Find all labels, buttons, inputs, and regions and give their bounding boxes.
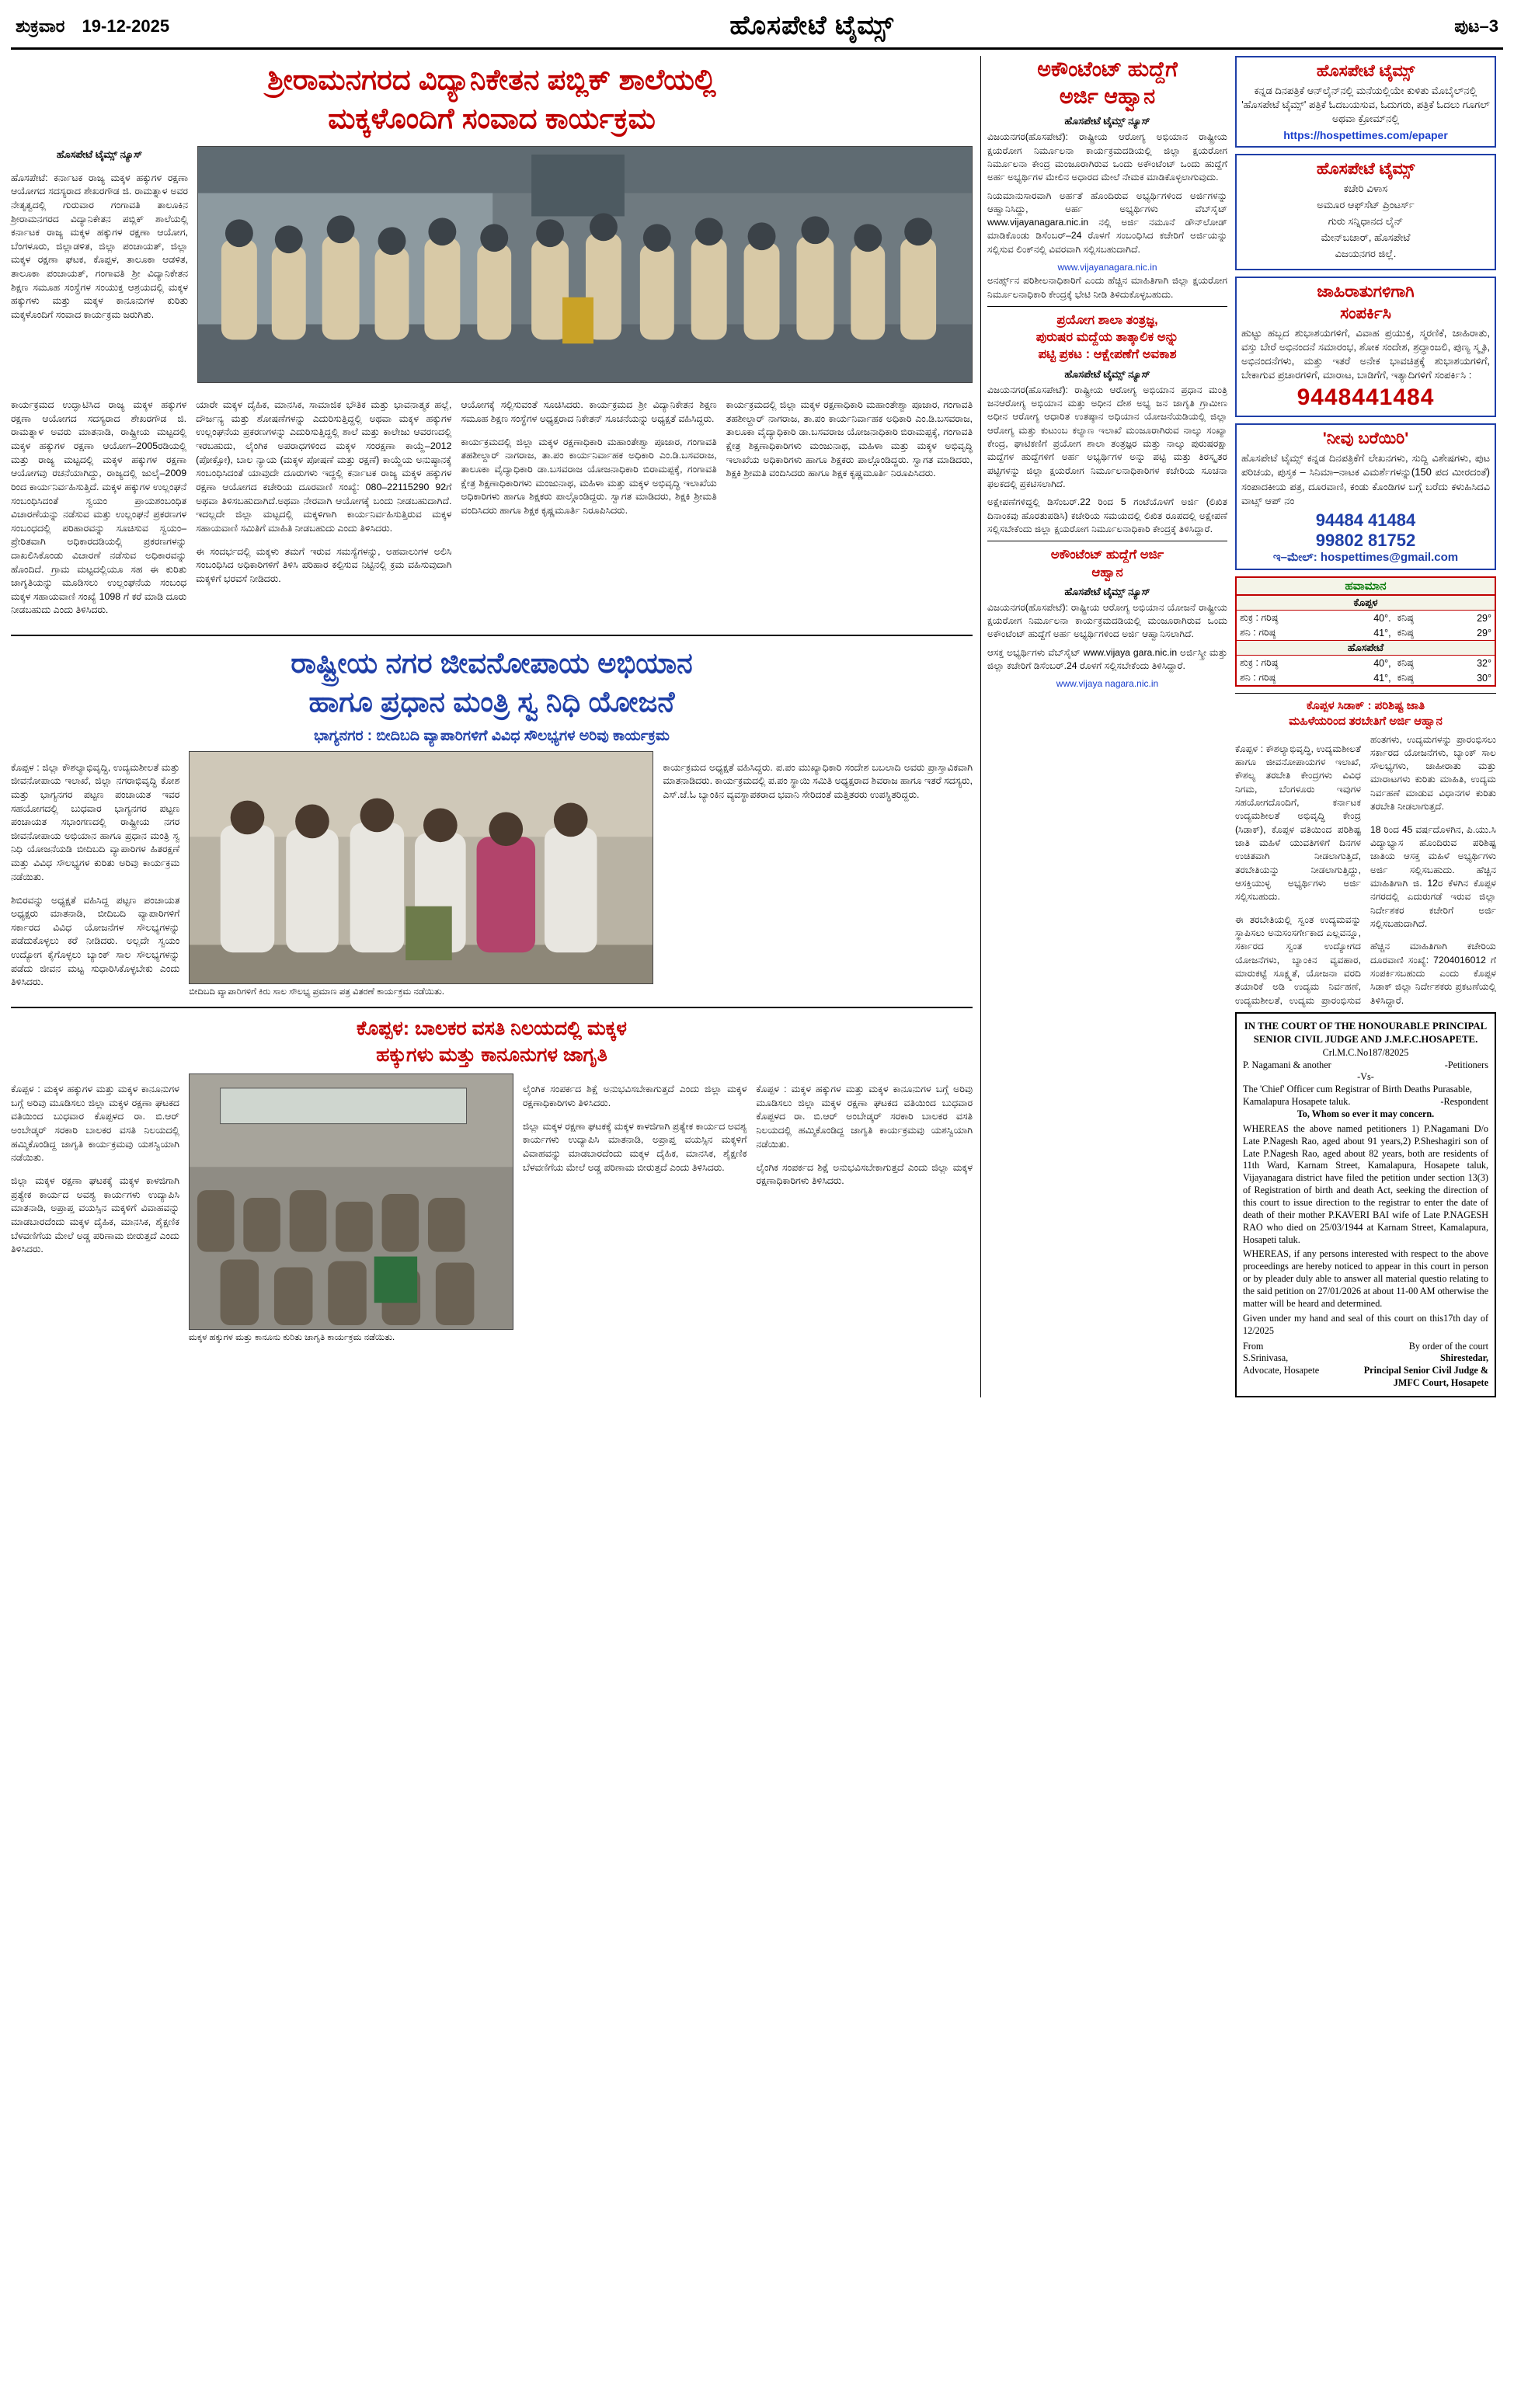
weather-row [1237, 611, 1495, 625]
weather-min: 29° [1477, 612, 1491, 624]
article3-para1: ಕೊಪ್ಪಳ : ಮಕ್ಕಳ ಹಕ್ಕುಗಳ ಮತ್ತು ಮಕ್ಕಳ ಕಾನೂನುಗಳ ಬಗ್ಗೆ ಅರಿವು ಮೂಡಿಸಲು ಜಿಲ್ಲಾ ಮಕ್ಕಳ ರಕ್ಷಣಾ ಘಟಕದ ವತಿಯಿಂದ ಬುಧವಾರ ಕೊಪ್ಪಳದ ರಾ. ಬಿ.ಆರ್ ಅಂಬೇಡ್ಕರ್ ಸರಕಾರಿ ಬಾಲಕರ ವಸತಿ ನಿಲಯದಲ್ಲಿ ಹಮ್ಮಿಕೊಂಡಿದ್ದ ಜಾಗೃತಿ ಕಾರ್ಯಕ್ರಮವು ಯಶಸ್ವಿಯಾಗಿ ನಡೆಯಿತು. [11, 1084, 179, 1164]
page-grid [11, 56, 1503, 1397]
mid-body-2 [987, 384, 1227, 537]
write-phone-2[interactable]: 99802 81752 [1315, 531, 1416, 550]
article2-col3 [663, 751, 973, 999]
divider-1 [11, 635, 973, 636]
article1-byline: ಹೊಸಪೇಟೆ ಟೈಮ್ಸ್ ನ್ಯೂಸ್ [56, 148, 143, 160]
ads-phone[interactable]: 9448441484 [1296, 385, 1435, 411]
article4-para2: ಈ ತರಬೇತಿಯಲ್ಲಿ ಸ್ವಂತ ಉದ್ಯಮವನ್ನು ಸ್ಥಾಪಿಸಲು ಅನುಸಂಸರ್ಗೇಕಾದ ಎಲ್ಲವನ್ನೂ, ಸರ್ಕಾರದ ಸ್ವಂತ ಉದ್ಯೋಗದ ಯೋಜನೆಗಳು, ಬ್ಯಾಂಕಿನ ವ್ಯವಹಾರ, ಮಾರುಕಟ್ಟೆ ಸೂಕ್ಷ್ಮತೆ, ಯೋಜನಾ ವರದಿ ತಯಾರಿಕೆ ಅಡಿ ಉದ್ಯಮ ನಿರ್ವಹಣೆ, ಉದ್ಯಮಶೀಲತೆ, ಉದ್ಯಮ ಪ್ರಾರಂಭಿಸುವ ಹಂತಗಳು, ಉದ್ಯಮಗಳನ್ನು ಪ್ರಾರಂಭಿಸಲು ಸರ್ಕಾರದ ಯೋಜನೆಗಳು, ಬ್ಯಾಂಕ್ ಸಾಲ ಸೌಲಭ್ಯಗಳು, ಜಾಹೀರಾತು ಮತ್ತು ಮಾರಾಟಗಳು ಕುರಿತು ಮಾಹಿತಿ, ಉದ್ಯಮ ನಿರ್ವಹಣೆ ಮಾಡುವ ವಿಧಾನಗಳ ಕುರಿತು ತರಬೇತಿ ನೀಡಲಾಗುತ್ತದೆ. [1235, 733, 1496, 1006]
article1-para6: ಕಾರ್ಯಕ್ರಮದಲ್ಲಿ ಜಿಲ್ಲಾ ಮಕ್ಕಳ ರಕ್ಷಣಾಧಿಕಾರಿ ಮಹಾಂತೇಶ್ವಾ ಪೂಜಾರ, ಗಂಗಾವತಿ ತಹಶೀಲ್ದಾರ್ ನಾಗರಾಜ, ತಾ.ಪಂ ಕಾರ್ಯನಿರ್ವಾಹಕ ಅಧಿಕಾರಿ ಎಂ.ಡಿ.ಬಸವರಾಜ, ತಾಲೂಕಾ ವೈದ್ಯಾಧಿಕಾರಿ ಡಾ.ಬಸವರಾಜ ಯೋಜನಾಧಿಕಾರಿ ಬಿರಾಮಪ್ಪಕ್ಕೆ, ಗಂಗಾವತಿ ಕ್ಷೇತ್ರ ಶಿಕ್ಷಣಾಧಿಕಾರಿಗಳು ಮಂಜುನಾಥ, ಮಹಿಳಾ ಮತ್ತು ಮಕ್ಕಳ ಅಭಿವೃದ್ಧಿ ಇಲಾಖೆಯ ಅಧಿಕಾರಿಗಳು ಹಾಗೂ ಶಿಕ್ಷಕರು ಪಾಲ್ಗೊಂಡಿದ್ದರು. ಸ್ವಾಗತ ಮಾಡಿದರು, ಶಿಕ್ಷಕಿ ಶ್ರೀಮತಿ ವಂದಿಸಿದರು ಹಾಗೂ ಶಿಕ್ಷಕ ಕೃಷ್ಣಮೂರ್ತಿ ನಿರೂಪಿಸಿದರು. [461, 436, 717, 516]
article3-col1 [11, 1074, 179, 1345]
article3-photo-caption: ಮಕ್ಕಳ ಹಕ್ಕುಗಳ ಮತ್ತು ಕಾನೂನು ಕುರಿತು ಜಾಗೃತಿ ಕಾರ್ಯಕ್ರಮ ನಡೆಯಿತು. [188, 1332, 395, 1342]
court-from-name: S.Srinivasa, [1243, 1352, 1289, 1364]
article3-row [11, 1074, 973, 1345]
office-line1: ಕಚೇರಿ ವಿಳಾಸ [1343, 182, 1388, 194]
court-case-number: Crl.M.C.No187/82025 [1322, 1046, 1409, 1058]
article1-photo-wrap [197, 146, 973, 383]
weather-city-hospet: ಹೊಸಪೇಟೆ [1237, 640, 1495, 656]
mid-p7: ಆಸಕ್ತ ಅಭ್ಯರ್ಥಿಗಳು ವೆಬ್‌ಸೈಟ್ www.vijaya gara.nic.in ಅರ್ಜಿಸ್ಕ್ರೀ ಮತ್ತು ಜಿಲ್ಲಾ ಕಚೇರಿಗೆ ಡಿಸೆಂಬರ್.24 ರೊಳಗೆ ಸಲ್ಲಿಸಬೇಕೆಂದು ತಿಳಿಸಿದ್ದಾರೆ. [987, 646, 1227, 672]
epaper-link[interactable]: https://hospettimes.com/epaper [1283, 128, 1448, 141]
article3-headline-line2: ಹಕ್ಕುಗಳು ಮತ್ತು ಕಾನೂನುಗಳ ಜಾಗೃತಿ [376, 1043, 607, 1066]
mid-head-3 [987, 546, 1227, 581]
article3-photo-graphic [190, 1074, 513, 1329]
article3-col4 [756, 1074, 973, 1345]
weather-title: ಹವಾಮಾನ [1237, 578, 1495, 595]
epaper-box-title: ಹೊಸಪೇಟೆ ಟೈಮ್ಸ್ [1241, 62, 1490, 81]
weather-label: ಶನಿ : ಗರಿಷ್ಠ [1240, 627, 1276, 638]
article1-para3: ಯಾರೇ ಮಕ್ಕಳ ದೈಹಿಕ, ಮಾನಸಿಕ, ಸಾಮಾಜಿಕ ಭೌತಿಕ ಮತ್ತು ಭಾವನಾತ್ಮಕ ಹಲ್ಲೆ, ದೌರ್ಜನ್ಯ ಮತ್ತು ಶೋಷಣೆಗಳನ್ನು ಎದುರಿಸುತ್ತಿದ್ದಲ್ಲಿ ಅಥವಾ ಮಕ್ಕಳ ಹಕ್ಕುಗಳ ಉಲ್ಲಂಘನೆಯ ಪ್ರಕರಣಗಳನ್ನು ಎದುರಿಸುತ್ತಿದ್ದಲ್ಲಿ ಶಾಲೆ ಮತ್ತು ಕಾಲೇಜು ಆವರಣದಲ್ಲಿ ಇರಬಹುದು, ಲೈಂಗಿಕ ಅಪರಾಧಗಳಿಂದ ಮಕ್ಕಳ ಸಂರಕ್ಷಣಾ ಕಾಯ್ದೆ–2012 (ಪೋಕ್ಸೋ), ಬಾಲ ನ್ಯಾಯ (ಮಕ್ಕಳ ಪೋಷಣೆ ಮತ್ತು ರಕ್ಷಣೆ) ಕಾಯ್ದೆಯ ಅನುಷ್ಠಾನಕ್ಕೆ ಸಂಬಂಧಿಸಿದಂತೆ ಯಾವುದೇ ದೂರುಗಳು ಇದ್ದಲ್ಲಿ ಕರ್ನಾಟಕ ರಾಜ್ಯ ಮಕ್ಕಳ ಹಕ್ಕುಗಳ ರಕ್ಷಣಾ ಆಯೋಗದ ಕಚೇರಿಯ ದೂರವಾಣಿ ಸಂಖ್ಯೆ: 080–22115290 92ಗೆ ಅಥವಾ ತಿಳಿಸಬಹುದಾಗಿದೆ.ಅಥವಾ ನೇರವಾಗಿ ಆಯೋಗಕ್ಕೆ ಬಂದು ನೀಡಬಹುದಾಗಿದೆ. ಇದಲ್ಲದೇ ಜಿಲ್ಲಾ ಮಟ್ಟದಲ್ಲಿ ಮಕ್ಕಳಿಗಾಗಿ ಕಾರ್ಯನಿರ್ವಹಿಸುತ್ತಿರುವ ಮಕ್ಕಳ ಸಹಾಯವಾಣಿ ಸಮಿತಿಗೆ ಮಾಹಿತಿ ನೀಡಬಹುದು ಎಂದು ತಿಳಿಸಿದರು. [196, 399, 452, 534]
office-line5: ವಿಜಯನಗರ ಜಿಲ್ಲೆ. [1335, 248, 1397, 260]
court-petitioner-tag: -Petitioners [1444, 1059, 1488, 1070]
mid-head2-line3: ಪಟ್ಟಿ ಪ್ರಕಟ : ಆಕ್ಷೇಪಣೆಗೆ ಅವಕಾಶ [1038, 347, 1177, 362]
court-body-p3: Given under my hand and seal of this court on this17th day of 12/2025 [1243, 1312, 1488, 1336]
mid-head3-line1: ಅಕೌಂಟೆಂಟ್ ಹುದ್ದೆಗೆ ಅರ್ಜಿ [1050, 548, 1164, 562]
weather-city-koppal: ಕೊಪ್ಪಳ [1237, 595, 1495, 611]
epaper-promo-box [1235, 56, 1496, 148]
article2-para3: ಕಾರ್ಯಕ್ರಮದ ಅಧ್ಯಕ್ಷತೆ ವಹಿಸಿದ್ದರು. ಪ.ಪಂ ಮುಖ್ಯಾಧಿಕಾರಿ ಸಂದೇಶ ಬಬಲಾದಿ ಅವರು ಪ್ರಾಸ್ತಾವಿಕವಾಗಿ ಮಾತನಾಡಿದರು. ಕಾರ್ಯಕ್ರಮದಲ್ಲಿ ಪ.ಪಂ ಸ್ಥಾಯಿ ಸಮಿತಿ ಅಧ್ಯಕ್ಷರಾದ ಶಿವರಾಜ ಹಾಗೂ ಇತರೆ ಸದಸ್ಯರು, ಎಸ್.ಜೆ.ಓ ಬ್ಯಾಂಕಿನ ವ್ಯವಸ್ಥಾಪಕರಾದ ಭವಾನಿ ಸೇರಿದಂತೆ ಮತ್ತಿತರರು ಉಪಸ್ಥಿತರಿದ್ದರು. [663, 761, 973, 800]
article1-col4 [461, 389, 716, 628]
court-title-line1: IN THE COURT OF THE HONOURABLE PRINCIPAL [1244, 1021, 1488, 1032]
court-from-role: Advocate, Hosapete [1243, 1365, 1320, 1376]
mid-head3-line2: ಆಹ್ವಾನ [1091, 565, 1123, 579]
article1-para2: ಕಾರ್ಯಕ್ರಮದ ಉದ್ಘಾಟಿಸಿದ ರಾಜ್ಯ ಮಕ್ಕಳ ಹಕ್ಕುಗಳ ರಕ್ಷಣಾ ಆಯೋಗದ ಸದಸ್ಯರಾದ ಶೇಖರಗೌಡ ಜಿ. ರಾಮತ್ನಾಳ ಅವರು ಮಾತನಾಡಿ, ರಾಷ್ಟ್ರೀಯ ಮಟ್ಟದಲ್ಲಿ ಮಕ್ಕಳ ಹಕ್ಕುಗಳ ರಕ್ಷಣಾ ಆಯೋಗ–2005ರಡಿಯಲ್ಲಿ ಮತ್ತು ರಾಜ್ಯ ಮಟ್ಟದಲ್ಲಿ ಮಕ್ಕಳ ಹಕ್ಕುಗಳ ರಕ್ಷಣಾ ಆಯೋಗವು ರಚನೆಯಾಗಿದ್ದು, ರಾಜ್ಯದಲ್ಲಿ ಜುಲೈ–2009 ರಿಂದ ಕಾರ್ಯನಿರ್ವಹಿಸುತ್ತಿದೆ. ಮಕ್ಕಳ ಹಕ್ಕುಗಳ ಉಲ್ಲಂಘನೆ ಸಂಬಂಧಿಸಿದಂತೆ ಸ್ವಯಂ ಪ್ರಾಯಶಂಬಂಧಿತ ವಿಚಾರಣೆಯನ್ನು ನಡೆಸುವ ಮತ್ತು ಉಲ್ಲಂಘನೆ ಪ್ರಕರಣಗಳ ಸಂಬಂಧದಲ್ಲಿ ಪರಿಹಾರವನ್ನು ಸೂಚಿಸುವ ಸ್ವಯಂ–ಪ್ರೇರಿತವಾಗಿ ಅಧಿಕಾರದಡಿಯಲ್ಲಿ ಪ್ರಕರಣಗಳನ್ನು ದಾಖಲಿಸಿಕೊಂಡು ವಿಚಾರಣೆ ನಡೆಸುವ ಅಧಿಕಾರವನ್ನು ಹೊಂದಿದೆ. ಗ್ರಾಮ ಮಟ್ಟದಲ್ಲಿಯೂ ಸಹ ಈ ಕುರಿತು ಜಾಗೃತಿಯನ್ನು ಮೂಡಿಸಲು ಉಲ್ಲಂಘನೆಯ ಸಂಬಂಧ ಮಕ್ಕಳ ಸಹಾಯವಾಣಿ ಸಂಖ್ಯೆ 1098 ಗೆ ಕರೆ ಮಾಡಿ ದೂರು ನೀಡಬಹುದು ಎಂದು ತಿಳಿಸಿದರು. [11, 399, 187, 616]
office-line2: ಅಮೂರ ಆಫ್‌ಸೆಟ್ ಪ್ರಿಂಟರ್ಸ್ [1317, 198, 1415, 211]
court-name-line2: JMFC Court, Hosapete [1393, 1377, 1488, 1389]
weather-table-hospet [1237, 656, 1495, 685]
epaper-box-text: ಕನ್ನಡ ದಿನಪತ್ರಿಕೆ ಆನ್‌ಲೈನ್‌ನಲ್ಲಿ ಮನೆಯಲ್ಲಿಯೇ ಕುಳಿತು ಮೊಬೈಲ್‌ನಲ್ಲಿ 'ಹೊಸಪೇಟೆ ಟೈಮ್ಸ್' ಪತ್ರಿಕೆ ಓದಬಯಸುವ, ಓದುಗರು, ಪತ್ರಿಕೆ ಓದಲು ಗೂಗಲ್ ಅಥವಾ ಕ್ರೋಮ್‌ನಲ್ಲಿ [1241, 85, 1490, 125]
mid-head2-line1: ಪ್ರಯೋಗ ಶಾಲಾ ತಂತ್ರಜ್ಞ, [1056, 312, 1158, 327]
office-line3: ಗುರು ಸನ್ನಿಧಾನದ ಲೈನ್ [1328, 214, 1404, 227]
article2-para1: ಕೊಪ್ಪಳ : ಜಿಲ್ಲಾ ಕೌಶಲ್ಯಾಭಿವೃದ್ಧಿ, ಉದ್ಯಮಶೀಲತೆ ಮತ್ತು ಜೀವನೋಪಾಯ ಇಲಾಖೆ, ಜಿಲ್ಲಾ ನಗರಾಭಿವೃದ್ಧಿ ಕೋಶ ಮತ್ತು ಭಾಗ್ಯನಗರ ಪಟ್ಟಣ ಪಂಚಾಯತ ಇವರ ಸಹಯೋಗದಲ್ಲಿ ಬುಧವಾರ ಭಾಗ್ಯನಗರ ಪಟ್ಟಣ ಪಂಚಾಯತ ಸಭಾಂಗಣದಲ್ಲಿ ರಾಷ್ಟ್ರೀಯ ನಗರ ಜೀವನೋಪಾಯ ಅಭಿಯಾನ ಹಾಗೂ ಪ್ರಧಾನ ಮಂತ್ರಿ ಸ್ವ ನಿಧಿ ಯೋಜನೆಯಡಿ ಬೀದಿಬದಿ ವ್ಯಾಪಾರಿಗಳ ಹಿತರಕ್ಷಣೆ ಮತ್ತು ವಿವಿಧ ಸೌಲಭ್ಯಗಳ ಕುರಿತು ಅರಿವು ಕಾರ್ಯಕ್ರಮ ನಡೆಯಿತು. [11, 761, 180, 882]
masthead-page-number: ಪುಟ–3 [1454, 16, 1498, 36]
article3-headline [11, 1016, 973, 1069]
article4-para4: ಹೆಚ್ಚಿನ ಮಾಹಿತಿಗಾಗಿ ಕಚೇರಿಯ ದೂರವಾಣಿ ಸಂಖ್ಯೆ: 7204016012 ಗೆ ಸಂಪರ್ಕಿಸಬಹುದು ಎಂದು ಕೊಪ್ಪಳ ಸಿಡಾಕ್ ಜಿಲ್ಲಾ ನಿರ್ದೇಶಕರು ಪ್ರಕಟಣೆಯಲ್ಲಿ ತಿಳಿಸಿದ್ದಾರೆ. [1370, 941, 1496, 1006]
court-body-p1: WHEREAS the above named petitioners 1) P.Nagamani D/o Late P.Nagesh Rao, aged about 91 years,2) P.Sheshagiri son of Late P.Nagesh Rao, aged about 82 years, both are residents of 11th Ward, Karnam Street, Kamalapura, Hosapete taluk, Vijayanagara district have filed the petition under section 13(3) of Registration of birth and death Act, seeking the direction of this court to issue direction to the registrar to enter the date of death of their mother P.KAVERI BAI wife of Late P.NAGESH RAO who died on 25/03/1944 at Karnam Street, Kamalapura, Hosapeti taluk. [1243, 1122, 1488, 1245]
court-signature-row [1243, 1341, 1488, 1390]
write-phone-1[interactable]: 94484 41484 [1315, 510, 1416, 530]
mid-head1-line2: ಅರ್ಜಿ ಆಹ್ವಾನ [1059, 85, 1156, 109]
mid-p1: ವಿಜಯನಗರ(ಹೊಸಪೇಟೆ): ರಾಷ್ಟ್ರೀಯ ಆರೋಗ್ಯ ಅಭಿಯಾನ ರಾಷ್ಟ್ರೀಯ ಕ್ಷಯರೋಗ ನಿರ್ಮೂಲನಾ ಕಾರ್ಯಕ್ರಮದಡಿಯಲ್ಲಿ ಜಿಲ್ಲಾ ಕ್ಷಯರೋಗ ನಿರ್ಮೂಲನಾ ಕೇಂದ್ರ ಮಂಜೂರಾಗಿರುವ ಒಂದು ಅಕೌಂಟೆಂಟ್ ಒಂದು ಹುದ್ದೆಗೆ ಅರ್ಹ ಅಭ್ಯರ್ಥಿಗಳ ಮೇಲಿನ ಅಧಾರದ ಮೇಲೆ ನೇಮಕ ಮಾಡಿಕೊಳ್ಳಲಾಗುವುದು. [987, 131, 1227, 183]
mid-link-2[interactable]: www.vijaya nagara.nic.in [1056, 678, 1159, 690]
mid-head2-line2: ಪುರುಷರ ಮದ್ದೆಯ ತಾತ್ಕಾಲಿಕ ಅನ್ನು [1035, 330, 1179, 345]
mid-head-2 [987, 311, 1227, 364]
weather-min: 32° [1477, 657, 1491, 669]
court-vs: -Vs- [1357, 1071, 1374, 1083]
office-box-title: ಹೊಸಪೇಟೆ ಟೈಮ್ಸ್ [1241, 160, 1490, 179]
weather-max: 40°. [1373, 612, 1391, 624]
court-respondent-tag: -Respondent [1440, 1096, 1488, 1108]
mid-head-1 [987, 56, 1227, 110]
court-order-line1: By order of the court [1408, 1340, 1488, 1352]
masthead [11, 8, 1503, 50]
article2-headline [11, 644, 973, 722]
article2-subhead: ಭಾಗ್ಯನಗರ : ಬೀದಿಬದಿ ವ್ಯಾಪಾರಿಗಳಿಗೆ ವಿವಿಧ ಸೌಲಭ್ಯಗಳ ಅರಿವು ಕಾರ್ಯಕ್ರಮ [314, 728, 670, 745]
advertisement-contact-box [1235, 277, 1496, 418]
office-line4: ಮೇನ್‌ಬಜಾರ್, ಹೊಸಪೇಟೆ [1321, 231, 1411, 244]
court-whom: To, Whom so ever it may concern. [1296, 1108, 1435, 1120]
article1-photo-graphic [198, 147, 972, 382]
masthead-day: ಶುಕ್ರವಾರ [16, 16, 65, 36]
court-order-block [1364, 1341, 1488, 1390]
article1-headline [11, 61, 973, 138]
mid-divider-1 [987, 306, 1227, 307]
article3-para1-cont2: ಕೊಪ್ಪಳ : ಮಕ್ಕಳ ಹಕ್ಕುಗಳ ಮತ್ತು ಮಕ್ಕಳ ಕಾನೂನುಗಳ ಬಗ್ಗೆ ಅರಿವು ಮೂಡಿಸಲು ಜಿಲ್ಲಾ ಮಕ್ಕಳ ರಕ್ಷಣಾ ಘಟಕದ ವತಿಯಿಂದ ಬುಧವಾರ ಕೊಪ್ಪಳದ ರಾ. ಬಿ.ಆರ್ ಅಂಬೇಡ್ಕರ್ ಸರಕಾರಿ ಬಾಲಕರ ವಸತಿ ನಿಲಯದಲ್ಲಿ ಹಮ್ಮಿಕೊಂಡಿದ್ದ ಜಾಗೃತಿ ಕಾರ್ಯಕ್ರಮವು ಯಶಸ್ವಿಯಾಗಿ ನಡೆಯಿತು. [756, 1084, 973, 1150]
write-to-us-box [1235, 423, 1496, 570]
weather-label2: ಕನಿಷ್ಠ [1397, 627, 1414, 638]
article1-bottom-row [11, 389, 973, 628]
court-name-line1: Principal Senior Civil Judge & [1363, 1365, 1488, 1376]
mid-body-1 [987, 130, 1227, 301]
masthead-title: ಹೊಸಪೇಟೆ ಟೈಮ್ಸ್ [729, 11, 894, 40]
ads-text: ಹುಟ್ಟು ಹಬ್ಬದ ಶುಭಾಶಯಗಳಿಗೆ, ವಿವಾಹ ಪ್ರಯುಕ್ತ, ಸ್ಮರಣಿಕೆ, ಜಾಹಿರಾತು, ವಸ್ತು ಬೇರೆ ಅಭಿನಂದನೆ ಸಮಾರಂಭ, ಶೋಕ ಸಂದೇಶ, ಶ್ರದ್ಧಾಂಜಲಿ, ಪುಣ್ಯ ಸ್ಮೃತಿ, ಅಭಿನಂದನೆಗಳು, ಮತ್ತು ಇತರೆ ಅನೇಕ ಭಾವಚಿತ್ರಕ್ಕೆ ಶುಭಾಶಯಗಳಿಗೆ, ಬೇಕಾಗುವ ಪ್ರಚಾರಗಳಿಗೆ, ಮಾರಾಟ, ಬಾಡಿಗೆಗೆ, ಇತ್ಯಾದಿಗಳಿಗೆ ಸಂಪರ್ಕಿಸಿ : [1241, 326, 1490, 381]
weather-row [1237, 656, 1495, 670]
mid-head1-line1: ಅಕೌಂಟೆಂಟ್ ಹುದ್ದೆಗೆ [1037, 57, 1178, 81]
article3-headline-line1: ಕೊಪ್ಪಳ: ಬಾಲಕರ ವಸತಿ ನಿಲಯದಲ್ಲಿ ಮಕ್ಕಳ [357, 1018, 627, 1040]
article1-col1 [11, 146, 188, 383]
weather-label2: ಕನಿಷ್ಠ [1397, 657, 1414, 668]
article4-body [1235, 733, 1496, 1013]
ads-title-line2: ಸಂಪರ್ಕಿಸಿ [1241, 304, 1490, 323]
court-body-p2: WHEREAS, if any persons interested with respect to the above proceedings are hereby noticed to appear in this court in person or by pleader duly able to answer all material questio relating to the said petition on 27/01/2026 at about 11-00 AM otherwise the matter will be heard and determined. [1243, 1248, 1488, 1309]
article1-para5: ಆಯೋಗಕ್ಕೆ ಸಲ್ಲಿಸುವಂತೆ ಸೂಚಿಸಿದರು. ಕಾರ್ಯಕ್ರಮದ ಶ್ರೀ ವಿದ್ಯಾನಿಕೇತನ ಶಿಕ್ಷಣ ಸಮೂಹ ಶಿಕ್ಷಣ ಸಂಸ್ಥೆಗಳ ಅಧ್ಯಕ್ಷರಾದ ನಿಕೇತನ್ ಸೂಚನೆಯನ್ನು ಅಧ್ಯಕ್ಷತೆ ವಹಿಸಿದ್ದರು. [461, 399, 717, 424]
article4-para1: ಕೊಪ್ಪಳ : ಕೌಶಲ್ಯಾಭಿವೃದ್ಧಿ, ಉದ್ಯಮಶೀಲತೆ ಹಾಗೂ ಜೀವನೋಪಾಯಗಳ ಇಲಾಖೆ, ಕೌಶಲ್ಯ ತರಬೇತಿ ಕೇಂದ್ರಗಳು ವಿವಿಧ ನಿಗಮ, ಬೆಂಗಳೂರು ಇವುಗಳ ಸಹಯೋಗದೊಂದಿಗೆ, ಕರ್ನಾಟಕ ಉದ್ಯಮಶೀಲತೆ ಅಭಿವೃದ್ಧಿ ಕೇಂದ್ರ (ಸಿಡಾಕ್), ಕೊಪ್ಪಳ ವತಿಯಿಂದ ಪರಿಶಿಷ್ಟ ಜಾತಿ ಮಹಿಳೆ ಯುವತಿಗಳಿಗೆ ದಿನಗಳ ಉಚಿತವಾಗಿ ನೀಡಲಾಗುತ್ತಿದೆ, ತರಬೇತಿಯನ್ನು ನೀಡಲಾಗುತ್ತಿದ್ದು, ಆಸಕ್ತಿಯುಳ್ಳ ಅಭ್ಯರ್ಥಿಗಳು ಅರ್ಜಿ ಸಲ್ಲಿಸಬಹುದು. [1235, 743, 1361, 903]
court-from-block [1243, 1341, 1319, 1378]
middle-column [980, 56, 1227, 1397]
weather-label2: ಕನಿಷ್ಠ [1397, 672, 1414, 683]
article4-headline-line1: ಕೊಪ್ಪಳ ಸಿಡಾಕ್ : ಪರಿಶಿಷ್ಟ ಜಾತಿ [1306, 699, 1425, 712]
mid-body-3 [987, 601, 1227, 691]
article1-col3 [196, 389, 451, 628]
weather-row [1237, 670, 1495, 685]
mid-p2: ನಿಯಮಾನುಸಾರವಾಗಿ ಅರ್ಹತೆ ಹೊಂದಿರುವ ಅಭ್ಯರ್ಥಿಗಳಿಂದ ಅರ್ಜಿಗಳನ್ನು ಆಹ್ವಾನಿಸಿದ್ದು, ಅರ್ಹ ಅಭ್ಯರ್ಥಿಗಳು ವೆಬ್‌ಸೈಟ್ www.vijayanagara.nic.in ನಲ್ಲಿ ಅರ್ಜಿ ನಮೂನೆ ಡೌನ್‌ಲೋಡ್ ಮಾಡಿಕೊಂಡು ಡಿಸೆಂಬರ್–24 ರೊಳಗೆ ಸಂಬಂಧಿಸಿದ ಕಚೇರಿಗೆ ಅರ್ಜಿಯನ್ನು ಸಲ್ಲಿಸುವ ಲಿಂಕ್‌ನಲ್ಲಿ ವಿವರವಾಗಿ ಸಲ್ಲಿಸಬಹುದಾಗಿದೆ. [987, 190, 1227, 255]
article4-headline-line2: ಮಹಿಳೆಯರಿಂದ ತರಬೇತಿಗೆ ಅರ್ಜಿ ಆಹ್ವಾನ [1289, 715, 1443, 729]
weather-min: 30° [1477, 672, 1491, 684]
court-order-line2: Shirestedar, [1440, 1352, 1488, 1364]
article2-photo-wrap [189, 751, 653, 999]
article-nagara-jeevanopaya [11, 644, 973, 999]
office-address-box [1235, 154, 1496, 270]
right-divider-1 [1235, 693, 1496, 694]
court-from-label: From [1243, 1340, 1264, 1352]
article1-headline-line2: ಮಕ್ಕಳೊಂದಿಗೆ ಸಂವಾದ ಕಾರ್ಯಕ್ರಮ [328, 102, 656, 134]
article2-col1 [11, 751, 179, 999]
article2-photo [189, 751, 653, 984]
divider-2 [11, 1007, 973, 1008]
court-respondent-line2: Kamalapura Hosapete taluk. [1243, 1096, 1351, 1108]
mid-byline-1: ಹೊಸಪೇಟೆ ಟೈಮ್ಸ್ ನ್ಯೂಸ್ [1064, 115, 1150, 127]
article-koppal-cedok [1235, 698, 1496, 1012]
weather-max: 41°, [1373, 627, 1391, 639]
weather-label: ಶುಕ್ರ : ಗರಿಷ್ಠ [1240, 612, 1279, 623]
article-ramanagara [11, 61, 973, 627]
article4-headline [1235, 698, 1496, 730]
write-box-text: ಹೊಸಪೇಟೆ ಟೈಮ್ಸ್ ಕನ್ನಡ ದಿನಪತ್ರಿಕೆಗೆ ಲೇಖನಗಳು, ಸುದ್ದಿ ವಿಶೇಷಗಳು, ಪುಟ ಪರಿಚಯ, ಪುಸ್ತಕ – ಸಿನಿಮಾ–ನಾಟಕ ವಿಮರ್ಶೆಗಳನ್ನು(150 ಪದ ಮೀರದಂತೆ) ಸಂಪಾದಕೀಯ ಪತ್ರ, ದೂರವಾಣಿ, ಕಂಡು ಕೊಂಡಿಗಳ ಬಗ್ಗೆ ಬರೆದು ಕಳುಹಿಸಿದವಿ ವಾಟ್ಸ್ ಆಪ್ ನಂ [1241, 452, 1490, 506]
article3-col3 [523, 1074, 747, 1345]
court-respondent-line1: The 'Chief' Officer cum Registrar of Birth Deaths Purasable, [1243, 1084, 1472, 1095]
weather-label: ಶನಿ : ಗರಿಷ್ಠ [1240, 672, 1276, 683]
article1-top-row [11, 146, 973, 383]
article2-photo-graphic [190, 752, 653, 983]
article4-para3: 18 ರಿಂದ 45 ವರ್ಷದೊಳಗಿನ, ಪಿ.ಯು.ಸಿ ವಿದ್ಯಾಭ್ಯಾಸ ಹೊಂದಿರುವ ಪರಿಶಿಷ್ಟ ಜಾತಿಯ ಆಸಕ್ತ ಮಹಿಳೆ ಅಭ್ಯರ್ಥಿಗಳು ಅರ್ಜಿ ಸಲ್ಲಿಸಬಹುದು. ಹೆಚ್ಚಿನ ಮಾಹಿತಿಗಾಗಿ ಜಿ. 12ರ ಕೆಳಗಿನ ಕೊಪ್ಪಳ ನಗರದಲ್ಲಿ ಎದುರುಗಡೆ ಇರುವ ಜಿಲ್ಲಾ ನಿರ್ದೇಶಕರ ಕಚೇರಿಗೆ ಅರ್ಜಿ ಸಲ್ಲಿಸಬಹುದಾಗಿದೆ. [1370, 823, 1496, 929]
article2-headline-line1: ರಾಷ್ಟ್ರೀಯ ನಗರ ಜೀವನೋಪಾಯ ಅಭಿಯಾನ [291, 647, 693, 680]
article-koppal-balakara [11, 1016, 973, 1344]
court-notice [1235, 1012, 1496, 1397]
write-email[interactable]: ಇ–ಮೇಲ್: hospettimes@gmail.com [1272, 551, 1459, 564]
mid-byline-3: ಹೊಸಪೇಟೆ ಟೈಮ್ಸ್ ನ್ಯೂಸ್ [1064, 585, 1150, 597]
article3-photo [189, 1074, 513, 1330]
weather-table-koppal [1237, 611, 1495, 640]
main-column [11, 56, 973, 1397]
mid-p3: ಅನರ್ಹ್ಸ್‌ನ ಪರಿಶೀಲನಾಧಿಕಾರಿಗೆ ಎಂದು ಹೆಚ್ಚಿನ ಮಾಹಿತಿಗಾಗಿ ಜಿಲ್ಲಾ ಕ್ಷಯರೋಗ ನಿರ್ಮೂಲನಾಧಿಕಾರಿ ಕೇಂದ್ರಕ್ಕೆ ಭೇಟಿ ನೀಡಿ ತಿಳಿದುಕೊಳ್ಳಬಹುದು. [987, 275, 1227, 300]
article1-col5 [726, 389, 973, 628]
article3-para2: ಜಿಲ್ಲಾ ಮಕ್ಕಳ ರಕ್ಷಣಾ ಘಟಕಕ್ಕೆ ಮಕ್ಕಳ ಕಾಳಜಿಗಾಗಿ ಪ್ರತ್ಯೇಕ ಕಾರ್ಯದ ಅವಶ್ಯ ಕಾರ್ಯಗಳು ಉದ್ಯಾಪಿಸಿ ಮಾತನಾಡಿ, ಅಪ್ರಾಪ್ತ ವಯಸ್ಸಿನ ಮಕ್ಕಳಿಗೆ ವಿವಾಹವನ್ನು ಮಾಡಬಾರದೆಂದು ಮಕ್ಕಳ ದೈಹಿಕ, ಮಾನಸಿಕ, ಶೈಕ್ಷಣಿಕ ಬೆಳವಣಿಗೆಯ ಮೇಲೆ ಅಡ್ಡ ಪರಿಣಾಮ ಬೀರುತ್ತದೆ ಎಂದು ತಿಳಿಸಿದರು. [11, 1175, 179, 1255]
article1-para1: ಹೊಸಪೇಟೆ: ಕರ್ನಾಟಕ ರಾಜ್ಯ ಮಕ್ಕಳ ಹಕ್ಕುಗಳ ರಕ್ಷಣಾ ಆಯೋಗದ ಸದಸ್ಯರಾದ ಶೇಖರಗೌಡ ಜಿ. ರಾಮತ್ನಾಳ ಅವರ ನೇತೃತ್ವದಲ್ಲಿ ಗುರುವಾರ ಗಂಗಾವತಿ ತಾಲೂಕಿನ ಶ್ರೀರಾಮನಗರದ ವಿದ್ಯಾನಿಕೇತನ ಪಬ್ಲಿಕ್ ಶಾಲೆಯಲ್ಲಿ ಕರ್ನಾಟಕ ರಾಜ್ಯ ಮಕ್ಕಳ ಹಕ್ಕುಗಳ ರಕ್ಷಣಾ ಆಯೋಗ, ಬೆಂಗಳೂರು, ಜಿಲ್ಲಾಡಳಿತ, ಜಿಲ್ಲಾ ಪಂಚಾಯತ್, ಜಿಲ್ಲಾ ಮಕ್ಕಳ ರಕ್ಷಣಾ ಘಟಕ, ಕೊಪ್ಪಳ, ತಾಲೂಕಾ ಆಡಳಿತ, ತಾಲೂಕಾ ಪಂಚಾಯತ್, ಗಂಗಾವತಿ ಶ್ರೀ ವಿದ್ಯಾನಿಕೇತನ ಶಿಕ್ಷಣ ಸಮೂಹ ಸಂಸ್ಥೆಗಳ ಸಂಯುಕ್ತ ಆಶ್ರಯದಲ್ಲಿ ಮಕ್ಕಳ ಹಕ್ಕುಗಳು ಮತ್ತು ಮಕ್ಕಳ ಕಾನೂನುಗಳ ಕುರಿತು ಮಕ್ಕಳೊಂದಿಗೆ ಸಂವಾದ ಕಾರ್ಯಕ್ರಮ ಜರುಗಿತು. [11, 172, 188, 320]
article2-headline-line2: ಹಾಗೂ ಪ್ರಧಾನ ಮಂತ್ರಿ ಸ್ವ ನಿಧಿ ಯೋಜನೆ [308, 686, 675, 719]
write-box-title: 'ನೀವು ಬರೆಯಿರಿ' [1241, 430, 1490, 448]
article2-photo-caption: ಬೀದಿಬದಿ ವ್ಯಾಪಾರಿಗಳಿಗೆ ಕಿರು ಸಾಲ ಸೌಲಭ್ಯ ಪ್ರಮಾಣ ಪತ್ರ ವಿತರಣೆ ಕಾರ್ಯಕ್ರಮ ನಡೆಯಿತು. [189, 987, 444, 997]
court-respondent-row [1243, 1096, 1488, 1108]
article2-para2: ಶಿಬಿರವನ್ನು ಅಧ್ಯಕ್ಷತೆ ವಹಿಸಿದ್ದ ಪಟ್ಟಣ ಪಂಚಾಯತ ಅಧ್ಯಕ್ಷರು ಮಾತನಾಡಿ, ಬೀದಿಬದಿ ವ್ಯಾಪಾರಿಗಳಿಗೆ ಸರ್ಕಾರದ ವಿವಿಧ ಯೋಜನೆಗಳ ಸೌಲಭ್ಯಗಳನ್ನು ಪಡೆದುಕೊಳ್ಳಲು ಕರೆ ನೀಡಿದರು. ಅಲ್ಲದೇ ಸ್ವಯಂ ಉದ್ಯೋಗ ಕೈಗೊಳ್ಳಲು ಬ್ಯಾಂಕ್ ಸಾಲ ಸೌಲಭ್ಯಗಳನ್ನು ಪಡೆದು ಜೀವನ ಮಟ್ಟ ಸುಧಾರಿಸಿಕೊಳ್ಳಬೇಕು ಎಂದು ತಿಳಿಸಿದರು. [11, 894, 180, 988]
ads-title-line1: ಜಾಹಿರಾತುಗಳಿಗಾಗಿ [1241, 283, 1490, 301]
weather-row [1237, 625, 1495, 640]
court-title-line2: SENIOR CIVIL JUDGE AND J.M.F.C.HOSAPETE. [1253, 1034, 1478, 1046]
weather-label: ಶುಕ್ರ : ಗರಿಷ್ಠ [1240, 657, 1279, 668]
weather-widget [1235, 576, 1496, 687]
right-column [1235, 56, 1496, 1397]
article3-para3: ಲೈಂಗಿಕ ಸಂಪರ್ಕದ ಶಿಕ್ಷೆ ಅನುಭವಿಸಬೇಕಾಗುತ್ತದೆ ಎಂದು ಜಿಲ್ಲಾ ಮಕ್ಕಳ ರಕ್ಷಣಾಧಿಕಾರಿಗಳು ತಿಳಿಸಿದರು. [522, 1084, 747, 1108]
article1-photo [197, 146, 973, 383]
mid-byline-2: ಹೊಸಪೇಟೆ ಟೈಮ್ಸ್ ನ್ಯೂಸ್ [1064, 367, 1150, 380]
masthead-date: 19-12-2025 [82, 16, 170, 36]
mid-p6: ವಿಜಯನಗರ(ಹೊಸಪೇಟೆ): ರಾಷ್ಟ್ರೀಯ ಆರೋಗ್ಯ ಅಭಿಯಾನ ಯೋಜನೆ ರಾಷ್ಟ್ರೀಯ ಕ್ಷಯರೋಗ ನಿರ್ಮೂಲನಾ ಕಾರ್ಯಕ್ರಮದಡಿಯಲ್ಲಿ ಮಂಜೂರಾಗಿರುವ ಒಂದು ಅಕೌಂಟೆಂಟ್ ಹುದ್ದೆಗೆ ಅರ್ಹ ಅಭ್ಯರ್ಥಿಗಳಿಂದ ಅರ್ಜಿ ಆಹ್ವಾನಿಸಲಾಗಿದೆ. [987, 601, 1227, 640]
article1-para6-dup: ಕಾರ್ಯಕ್ರಮದಲ್ಲಿ ಜಿಲ್ಲಾ ಮಕ್ಕಳ ರಕ್ಷಣಾಧಿಕಾರಿ ಮಹಾಂತೇಶ್ವಾ ಪೂಜಾರ, ಗಂಗಾವತಿ ತಹಶೀಲ್ದಾರ್ ನಾಗರಾಜ, ತಾ.ಪಂ ಕಾರ್ಯನಿರ್ವಾಹಕ ಅಧಿಕಾರಿ ಎಂ.ಡಿ.ಬಸವರಾಜ, ತಾಲೂಕಾ ವೈದ್ಯಾಧಿಕಾರಿ ಡಾ.ಬಸವರಾಜ ಯೋಜನಾಧಿಕಾರಿ ಬಿರಾಮಪ್ಪಕ್ಕೆ, ಗಂಗಾವತಿ ಕ್ಷೇತ್ರ ಶಿಕ್ಷಣಾಧಿಕಾರಿಗಳು ಮಂಜುನಾಥ, ಮಹಿಳಾ ಮತ್ತು ಮಕ್ಕಳ ಅಭಿವೃದ್ಧಿ ಇಲಾಖೆಯ ಅಧಿಕಾರಿಗಳು ಹಾಗೂ ಶಿಕ್ಷಕರು ಪಾಲ್ಗೊಂಡಿದ್ದರು. ಸ್ವಾಗತ ಮಾಡಿದರು, ಶಿಕ್ಷಕಿ ಶ್ರೀಮತಿ ವಂದಿಸಿದರು ಹಾಗೂ ಶಿಕ್ಷಕ ಕೃಷ್ಣಮೂರ್ತಿ ನಿರೂಪಿಸಿದರು. [726, 399, 973, 479]
article3-photo-wrap [189, 1074, 513, 1345]
mid-p4: ವಿಜಯನಗರ(ಹೊಸಪೇಟೆ): ರಾಷ್ಟ್ರೀಯ ಆರೋಗ್ಯ ಅಭಿಯಾನ ಪ್ರಧಾನ ಮಂತ್ರಿ ಜನಆರೋಗ್ಯ ಅಭಿಯಾನ ಮತ್ತು ಅಧೀನ ದೇಶ ಅಭ್ಯ ಜನ ಜಾಗೃತಿ ಗ್ರಾಮೀಣ ಅಧೀನ ಆರೋಗ್ಯ ಆಧಾರಿತ ಉತಷ್ಠಾನ ಅಧಿಯಾನ ಯೋಜನೆಯಡಿಯಲ್ಲಿ ಜಿಲ್ಲಾ ಆರೋಗ್ಯ ಮತ್ತು ಕುಟುಂಬ ಕಲ್ಯಾಣ ಇಲಾಖೆ ಮಂಜೂರಾಗಿರುವ ನಾಲ್ಕು ಸಂಖ್ಯಾ ಕೇಂದ್ರ, ಘಾಟಿಕಣಿಗೆ ಪ್ರಯೋಗ ಶಾಲಾ ತಂತ್ರಜ್ಞರ ಮತ್ತು ನಾಲ್ಕು ಪುರುಷರಕ್ಷಾ ಮದ್ದೆಗಳ ಹುದ್ದೆಗಳಿಗೆ ಅರ್ಹ ಅಭ್ಯರ್ಥಿಗಳ ಅನ್ನು ಪಟ್ಟಿ ಮತ್ತು ತಿರಸ್ಕೃತರ ಪಟ್ಟಿಗಳನ್ನು ಜಿಲ್ಲಾ ಕ್ಷಯರೋಗ ನಿರ್ಮೂಲನಾಧಿಕಾರಿಗಳ ಕಚೇರಿಯ ಸೂಚನಾ ಫಲಕದಲ್ಲಿ ಪ್ರಕಟಿಸಲಾಗಿದೆ. [987, 384, 1227, 489]
court-petitioner: P. Nagamani & another [1243, 1059, 1331, 1070]
weather-max: 41°, [1373, 672, 1391, 684]
weather-min: 29° [1477, 627, 1491, 639]
article2-row [11, 751, 973, 999]
article3-para3-cont: ಲೈಂಗಿಕ ಸಂಪರ್ಕದ ಶಿಕ್ಷೆ ಅನುಭವಿಸಬೇಕಾಗುತ್ತದೆ ಎಂದು ಜಿಲ್ಲಾ ಮಕ್ಕಳ ರಕ್ಷಣಾಧಿಕಾರಿಗಳು ತಿಳಿಸಿದರು. [756, 1161, 973, 1187]
weather-label2: ಕನಿಷ್ಠ [1397, 612, 1414, 623]
mid-p5: ಅಕ್ಷೇಪಣೆಗಳಿದ್ದಲ್ಲಿ ಡಿಸೆಂಬರ್.22 ರಿಂದ 5 ಗಂಟೆಯೊಳಗೆ ಅರ್ಜಿ (ಲಿಖಿತ ದಿನಾಂಕವು ಹೊರತುಪಡಿಸಿ) ಕಚೇರಿಯ ಸಮಯದಲ್ಲಿ ಲಿಖಿತ ರೂಪದಲ್ಲಿ ಅಕ್ಷೇಪಣೆ ಸಲ್ಲಿಸಬೇಕೆಂದು ಜಿಲ್ಲಾ ಕ್ಷಯರೋಗ ನಿರ್ಮೂಲನಾಧಿಕಾರಿ ಕೇಂದ್ರಕ್ಕೆ ತಿಳಿಸಿದ್ದಾರೆ. [987, 496, 1227, 534]
article3-para1-cont: ಜಿಲ್ಲಾ ಮಕ್ಕಳ ರಕ್ಷಣಾ ಘಟಕಕ್ಕೆ ಮಕ್ಕಳ ಕಾಳಜಿಗಾಗಿ ಪ್ರತ್ಯೇಕ ಕಾರ್ಯದ ಅವಶ್ಯ ಕಾರ್ಯಗಳು ಉದ್ಯಾಪಿಸಿ ಮಾತನಾಡಿ, ಅಪ್ರಾಪ್ತ ವಯಸ್ಸಿನ ಮಕ್ಕಳಿಗೆ ವಿವಾಹವನ್ನು ಮಾಡಬಾರದೆಂದು ಮಕ್ಕಳ ದೈಹಿಕ, ಮಾನಸಿಕ, ಶೈಕ್ಷಣಿಕ ಬೆಳವಣಿಗೆಯ ಮೇಲೆ ಅಡ್ಡ ಪರಿಣಾಮ ಬೀರುತ್ತದೆ ಎಂದು ತಿಳಿಸಿದರು. [522, 1120, 747, 1173]
article1-col2 [11, 389, 186, 628]
masthead-left [16, 16, 169, 37]
article1-para4: ಈ ಸಂದರ್ಭದಲ್ಲಿ ಮಕ್ಕಳು ತಮಗೆ ಇರುವ ಸಮಸ್ಯೆಗಳನ್ನು, ಅಹವಾಲುಗಳ ಅಲಿಸಿ ಸಂಬಂಧಿಸಿದ ಅಧಿಕಾರಿಗಳಿಗೆ ತಿಳಿಸಿ ಪರಿಹಾರ ಕಲ್ಪಿಸುವ ನಿಟ್ಟಿನಲ್ಲಿ ಕ್ರಮ ವಹಿಸುವುದಾಗಿ ಮಕ್ಕಳಿಗೆ ಭರವಸೆ ನೀಡಿದರು. [196, 545, 452, 584]
court-petitioner-row [1243, 1060, 1488, 1072]
weather-max: 40°, [1373, 657, 1391, 669]
article1-headline-line1: ಶ್ರೀರಾಮನಗರದ ವಿದ್ಯಾನಿಕೇತನ ಪಬ್ಲಿಕ್ ಶಾಲೆಯಲ್ಲಿ [267, 64, 716, 96]
mid-link-1[interactable]: www.vijayanagara.nic.in [1057, 262, 1157, 273]
